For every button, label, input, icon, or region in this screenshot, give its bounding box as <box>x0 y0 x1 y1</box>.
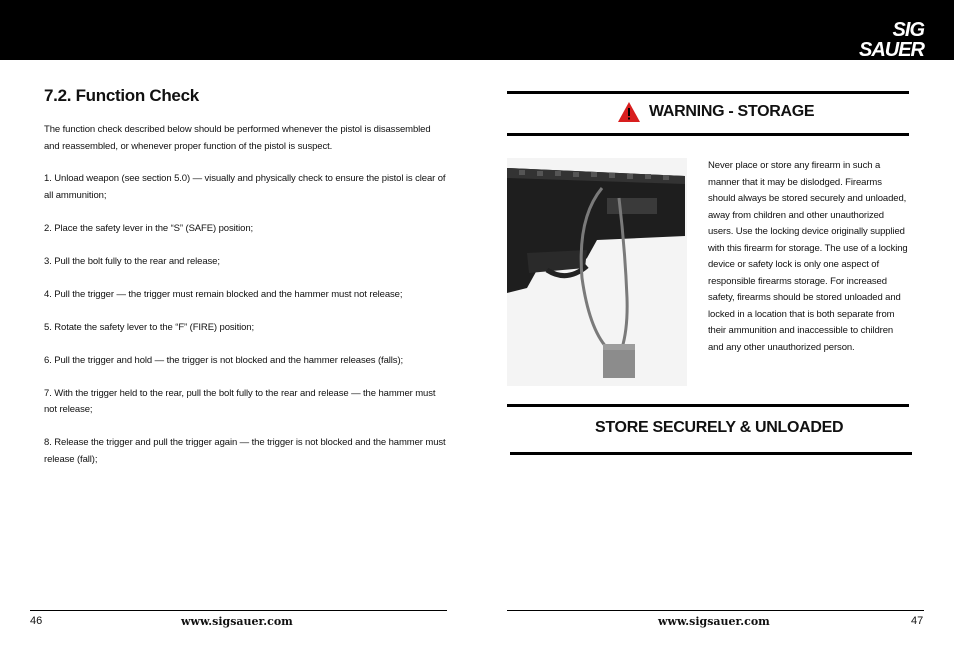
right-page-number: 47 <box>911 615 924 627</box>
left-page-content <box>44 86 448 485</box>
store-top-rule <box>507 404 909 407</box>
store-securely-heading: STORE SECURELY & UNLOADED <box>595 419 844 436</box>
sig-sauer-logo <box>834 19 924 68</box>
step-3: 3. Pull the bolt fully to the rear and release; <box>44 255 220 267</box>
warning-heading <box>617 100 814 124</box>
step-7: 7. With the trigger held to the rear, pull the bolt fully to the rear and release — the hammer must not release; <box>44 387 436 415</box>
warning-bottom-rule <box>507 133 909 136</box>
warning-triangle-icon <box>617 100 641 124</box>
logo-wordmark: SIG SAUER <box>858 19 924 61</box>
section-title: 7.2. Function Check <box>44 86 199 105</box>
step-5: 5. Rotate the safety lever to the “F” (FIRE) position; <box>44 321 255 333</box>
function-check-steps <box>44 171 448 468</box>
warning-top-rule <box>507 91 909 94</box>
right-footer-rule <box>507 610 924 611</box>
left-footer-rule <box>30 610 447 611</box>
step-6: 6. Pull the trigger and hold — the trigger is not blocked and the hammer releases (falls); <box>44 354 404 366</box>
store-bottom-rule <box>510 452 912 455</box>
firearm-lock-photo <box>507 158 687 386</box>
header-bar <box>0 0 954 68</box>
step-1: 1. Unload weapon (see section 5.0) — visually and physically check to ensure the pistol is clear of all ammunition; <box>44 173 446 201</box>
warning-title: WARNING - STORAGE <box>649 103 815 120</box>
left-footer-url[interactable]: www.sigsauer.com <box>181 615 293 628</box>
left-page-number: 46 <box>30 615 43 627</box>
step-4: 4. Pull the trigger — the trigger must remain blocked and the hammer must not release; <box>44 288 403 300</box>
firearm-with-cable-lock-image <box>507 158 687 386</box>
logo-tagline: when it counts <box>879 61 924 68</box>
right-footer-url[interactable]: www.sigsauer.com <box>658 615 770 628</box>
step-2: 2. Place the safety lever in the “S” (SAFE) position; <box>44 222 254 234</box>
intro-paragraph: The function check described below should be performed whenever the pistol is disassembled and reassembled, or whenever proper function of the pistol is suspect. <box>44 124 431 152</box>
step-8: 8. Release the trigger and pull the trigger again — the trigger is not blocked and the hammer must release (fall); <box>44 437 446 465</box>
warning-text: Never place or store any firearm in such a manner that it may be dislodged. Firearms should always be stored securely and unloaded, away from children and other unauthorized users. Use the locking device originally supplied with this firearm for storage. The use of a locking device or safety lock is only one aspect of responsible firearms storage. For increased safety, firearms should be stored unloaded and locked in a location that is both separate from their ammunition and inaccessible to children and any other unauthorized person. <box>708 160 908 353</box>
